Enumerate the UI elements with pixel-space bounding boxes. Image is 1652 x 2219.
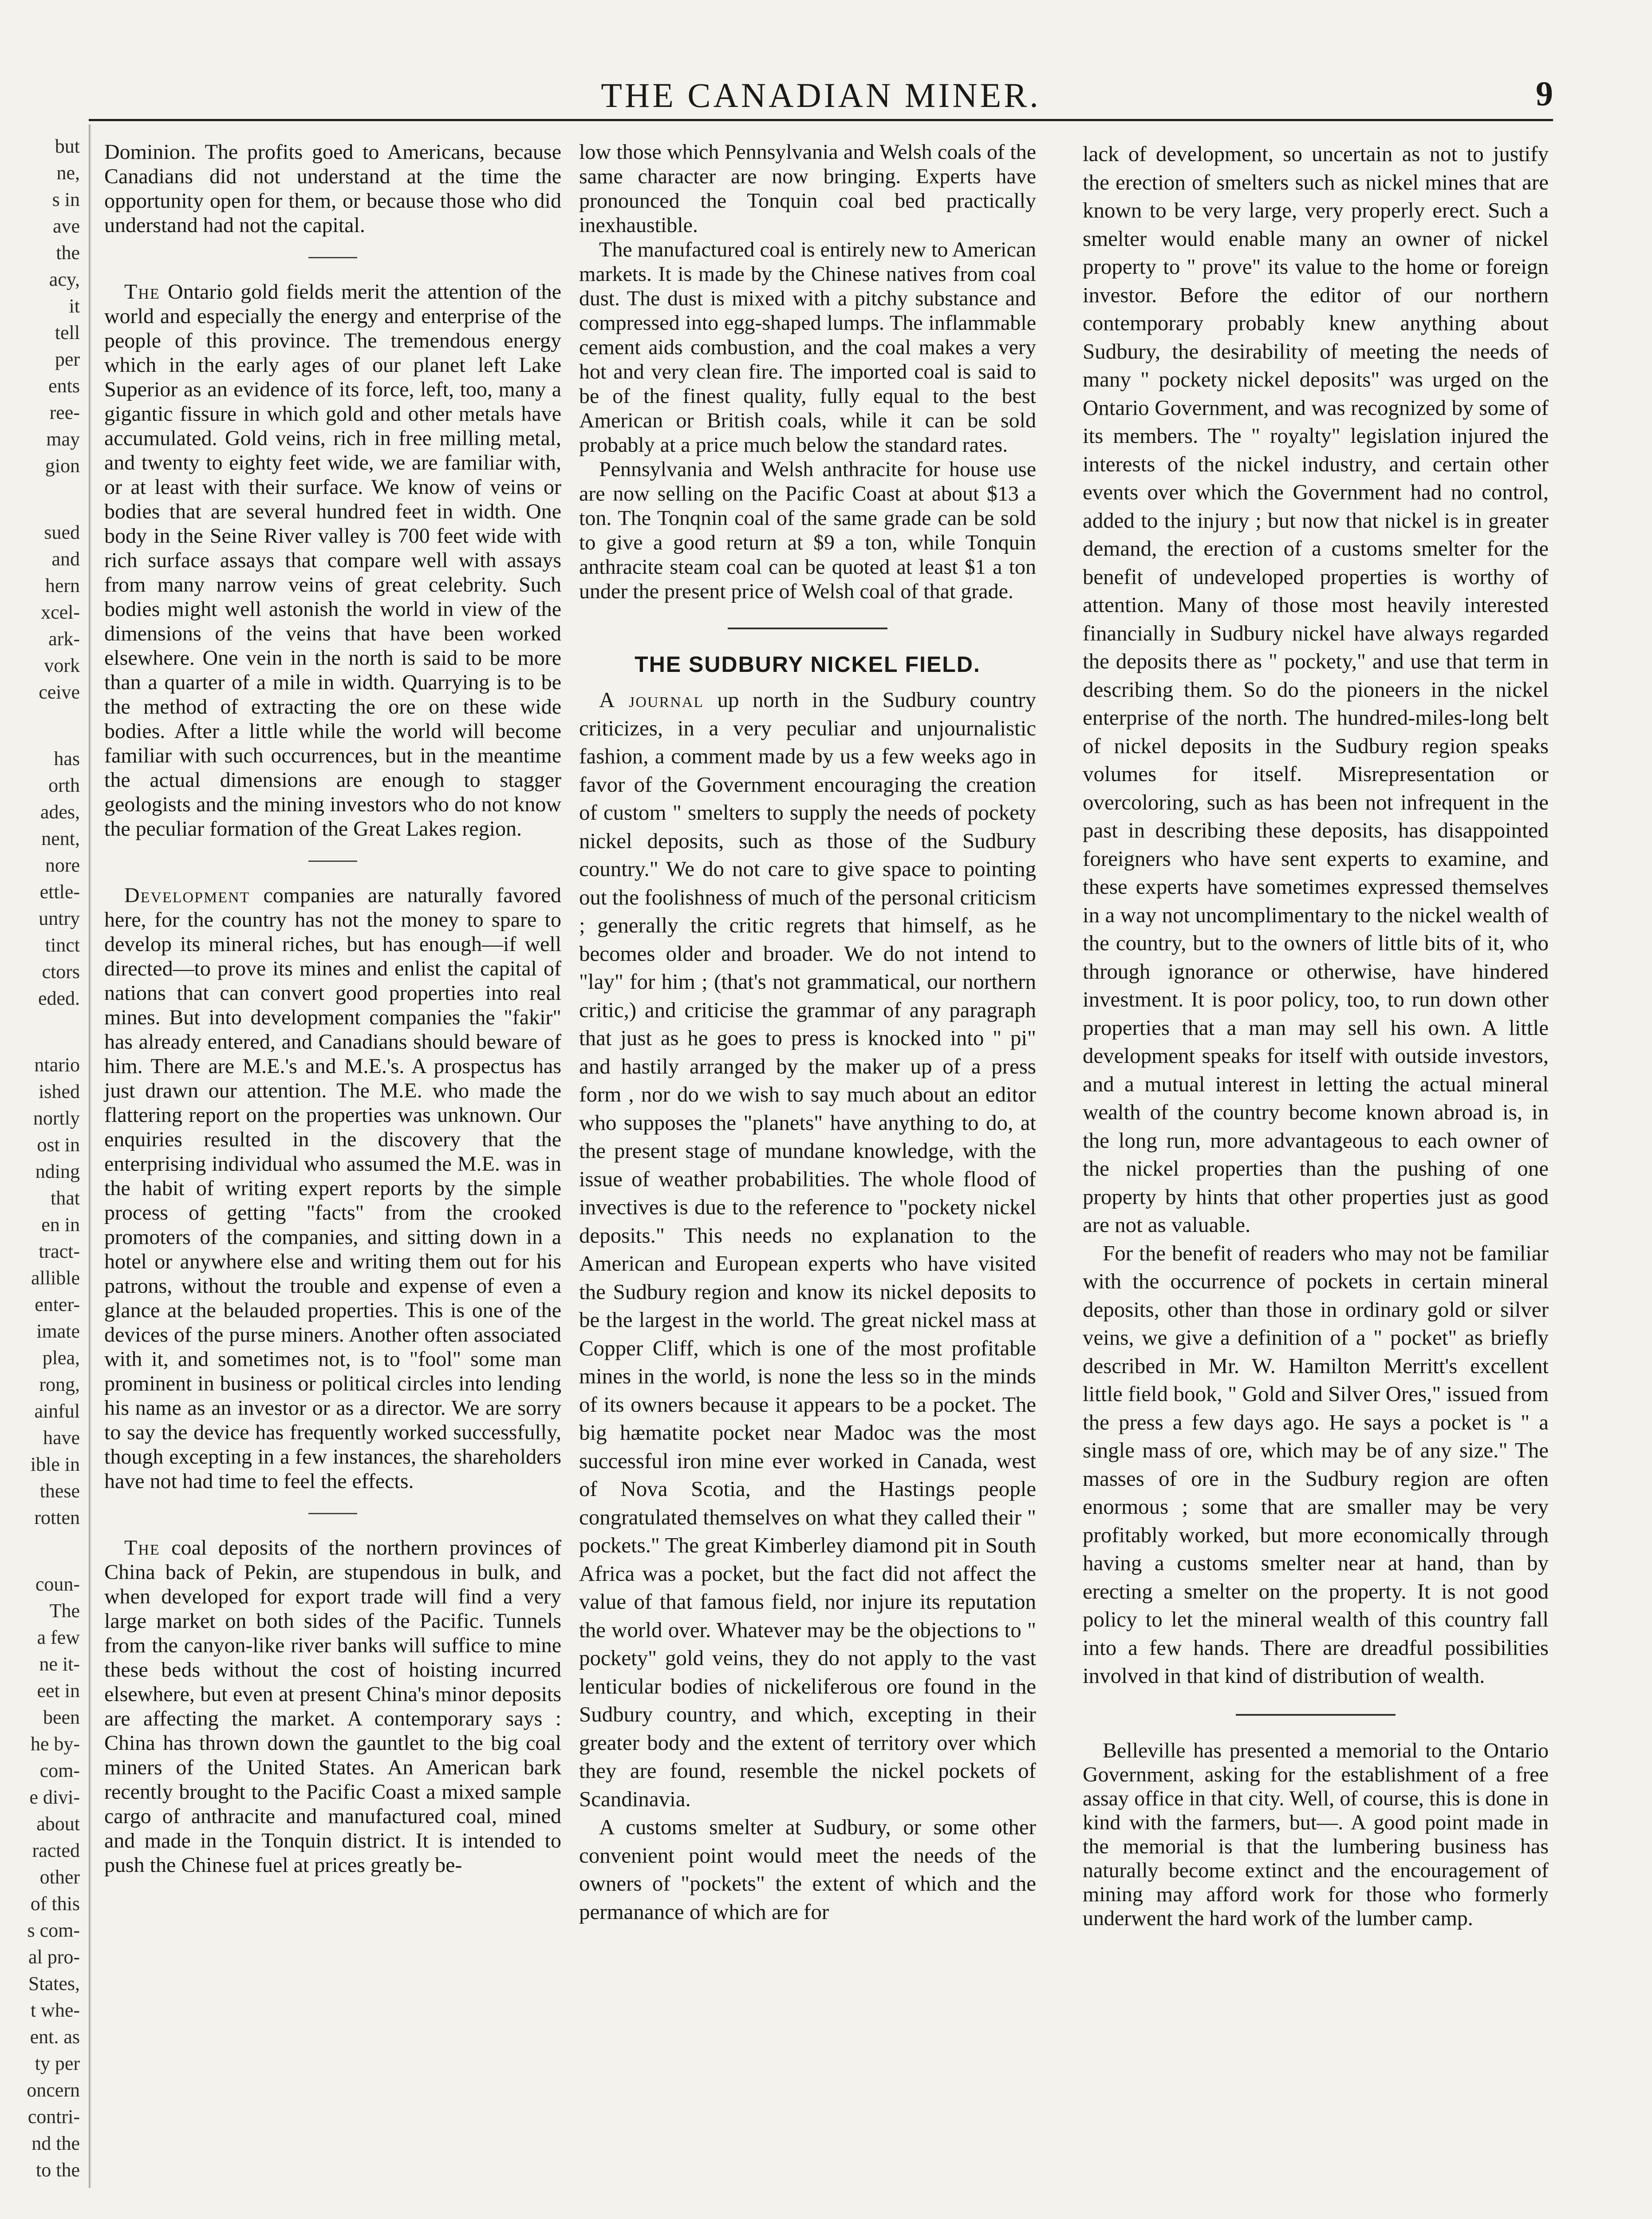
edge-fragment: nortly <box>33 1107 80 1129</box>
page-number: 9 <box>1536 74 1553 113</box>
edge-fragment: vork <box>44 655 80 676</box>
paragraph-pocket-definition: For the benefit of readers who may not be familiar with the occurrence of pockets in certain mineral deposits, other than those in ordinary gold or silver veins, we give a definition of a " pocket" as briefly described in Mr. W. Hamilton Merritt's excellent little field book, " Gold and Silver Ores," issued from the press a few days ago. He says a pocket is " a single mass of ore, which may be of any size." The masses of ore in the Sudbury region are often enormous ; some that are smaller may be very profitably worked, but more economically through having a customs smelter near at hand, than by erecting a smelter on the property. It is not good policy to let the mineral wealth of this country fall into a few hands. There are dreadful possibilities involved in that kind of distribution of wealth. <box>1083 1240 1549 1688</box>
page-header <box>89 58 1553 120</box>
edge-fragment: ible in <box>30 1453 80 1475</box>
lead-word: A journal <box>599 687 704 712</box>
edge-fragment: untry <box>39 908 80 929</box>
edge-gap <box>0 706 84 746</box>
edge-fragment: enter- <box>35 1294 80 1315</box>
edge-fragment: hern <box>45 575 80 596</box>
header-rule <box>89 119 1553 121</box>
edge-fragment: coun- <box>35 1573 80 1595</box>
edge-fragment: he by- <box>30 1733 80 1755</box>
separator <box>104 841 561 883</box>
paragraph-customs-smelter: A customs smelter at Sudbury, or some other convenient point would meet the needs of the owners of "pockets" the extent of which and the permanance of which are for <box>579 1815 1036 1924</box>
edge-fragment: e divi- <box>29 1786 80 1808</box>
article-headline: THE SUDBURY NICKEL FIELD. <box>635 652 981 677</box>
paragraph-development: Development companies are naturally favored here, for the country has not the money to spare to develop its mineral riches, but has enough—if well directed—to prove its mines and enlist the capital of nations that can convert good properties into real mines. But into development companies the "fakir" has already entered, and Canadians should beware of him. There are M.E.'s and M.E.'s. A prospectus has just drawn our attention. The M.E. who made the flattering report on the properties was unknown. Our enquiries resulted in the discovery that the enterprising individual who assumed the M.E. was in the habit of writing expert reports by the simple process of getting "facts" from the crooked promoters of the companies, and sitting down in a hotel or anywhere else and writing them out for his patrons, without the trouble and expense of even a glance at the belauded properties. This is one of the devices of the purse miners. Another often associated with it, and sometimes not, is to "fool" some man prominent in business or political circles into lending his name as an investor or as a director. We are sorry to say the device has frequently worked successfully, though excepting in a few instances, the shareholders have not had time to feel the effects. <box>104 884 561 1493</box>
edge-fragment: ents <box>48 375 80 397</box>
edge-gap <box>0 479 84 519</box>
edge-gap <box>0 1012 84 1052</box>
edge-fragment: ctors <box>42 961 80 983</box>
edge-fragment: com- <box>39 1760 80 1781</box>
edge-fragment: oncern <box>27 2079 80 2101</box>
lead-word: The <box>124 280 160 304</box>
edge-fragment: about <box>36 1813 80 1835</box>
edge-fragment: nent, <box>41 828 80 849</box>
edge-gap <box>0 1531 84 1571</box>
edge-fragment: ne, <box>56 162 80 184</box>
edge-fragment: ntario <box>34 1054 80 1076</box>
edge-fragment: the <box>56 242 80 264</box>
edge-fragment: it <box>69 295 80 317</box>
edge-fragment: States, <box>28 1973 80 1994</box>
edge-fragment: a few <box>37 1627 80 1648</box>
lead-word: The <box>124 1536 160 1560</box>
column-3 <box>1083 140 1549 2199</box>
edge-fragment: eded. <box>38 987 80 1009</box>
edge-fragment: en in <box>41 1214 80 1236</box>
edge-fragment: sued <box>44 521 80 543</box>
edge-fragment: ceive <box>39 681 80 703</box>
edge-fragment: ave <box>52 215 80 237</box>
edge-fragment: but <box>55 135 80 157</box>
edge-fragment: to the <box>36 2159 80 2181</box>
edge-fragment: contri- <box>28 2106 80 2128</box>
paragraph-coal-continued: low those which Pennsylvania and Welsh coals of the same character are now bringing. Experts have pronounced the Tonquin coal bed practically inexhaustible. <box>579 140 1036 237</box>
edge-fragment: of this <box>30 1893 80 1915</box>
edge-fragment: other <box>39 1866 80 1888</box>
edge-fragment: nd the <box>32 2132 80 2154</box>
edge-fragment: nding <box>35 1161 80 1182</box>
edge-fragment: plea, <box>42 1347 80 1369</box>
edge-fragment: racted <box>32 1840 80 1861</box>
edge-fragment: ree- <box>49 402 80 423</box>
edge-fragment: ettle- <box>39 881 80 903</box>
paragraph-dominion: Dominion. The profits goed to Americans, because Canadians did not understand at the time the opportunity open for them, or because those who did understand had not the capital. <box>104 140 561 237</box>
paragraph-belleville: Belleville has presented a memorial to the Ontario Government, asking for the establishment of a free assay office in that city. Well, of course, this is done in kind with the farmers, but—. A good point made in the memorial is that the lumbering business has naturally become extinct and the encouragement of mining may afford work for those who formerly underwent the hard work of the lumber camp. <box>1083 1738 1549 1930</box>
section-rule <box>579 604 1036 652</box>
edge-fragment: may <box>46 428 80 450</box>
edge-fragment: allible <box>31 1267 80 1289</box>
section-rule <box>1083 1690 1549 1739</box>
edge-fragment: al pro- <box>28 1946 80 1968</box>
edge-fragment: ades, <box>40 801 80 823</box>
edge-fragment: acy, <box>49 268 80 290</box>
column-1 <box>104 140 561 2199</box>
edge-fragment: and <box>51 548 80 570</box>
lead-word: Development <box>124 884 250 907</box>
previous-page-edge <box>0 133 84 2181</box>
edge-fragment: ainful <box>34 1400 80 1422</box>
edge-fragment: nore <box>45 854 80 876</box>
edge-fragment: rong, <box>39 1374 80 1395</box>
edge-fragment: t whe- <box>30 1999 80 2021</box>
edge-fragment: s com- <box>27 1919 80 1941</box>
edge-fragment: imate <box>36 1320 80 1342</box>
separator <box>104 237 561 280</box>
edge-fragment: that <box>51 1187 80 1209</box>
edge-fragment: has <box>54 748 80 770</box>
masthead: THE CANADIAN MINER. <box>601 76 1041 115</box>
edge-fragment: have <box>43 1427 80 1449</box>
edge-fragment: s in <box>52 189 80 210</box>
edge-fragment: orth <box>48 774 80 796</box>
edge-fragment: these <box>39 1480 80 1502</box>
paragraph-lack-of-development: lack of development, so uncertain as not to justify the erection of smelters such as nickel mines that are known to be very large, very properly erect. Such a smelter would enable many an owner of nickel property to " prove" its value to the home or foreign investor. Before the editor of our northern contemporary probably knew anything about Sudbury, the desirability of meeting the needs of many " pockety nickel deposits" was urged on the Ontario Government, and was recognized by some of its members. The " royalty" legislation injured the interests of the nickel industry, and certain other events over which the Government had no control, added to the injury ; but now that nickel is in greater demand, the erection of a customs smelter for the benefit of undeveloped properties is worthy of attention. Many of those most heavily interested financially in Sudbury nickel have always regarded the deposits there as " pockety," and use that term in describing them. So do the pioneers in the nickel enterprise of the north. The hundred-miles-long belt of nickel deposits in the Sudbury region speaks volumes for itself. Misrepresentation or overcoloring, such as has been not infrequent in the past in describing these deposits, has disappointed foreigners who have sent experts to examine, and these experts have sometimes expressed themselves in a way not uncomplimentary to the nickel wealth of the country, but to the owners of little bits of it, who through ignorance or otherwise, have hindered investment. It is poor policy, too, to run down other properties that a man may sell his own. A little development speaks for itself with outside investors, and a mutual interest in letting the actual mineral wealth of the country become known abroad is, in the long run, more advantageous to each owner of the nickel properties than the pushing of one property by hints that other properties just as good are not as valuable. <box>1083 142 1549 1237</box>
edge-fragment: eet in <box>37 1680 80 1702</box>
paragraph-sudbury-journal: A journal up north in the Sudbury country criticizes, in a very peculiar and unjournalistic fashion, a comment made by us a few weeks ago in favor of the Government encouraging the creation of custom " smelters to supply the needs of pockety nickel deposits, such as those of the Sudbury country." We do not care to give space to pointing out the foolishness of much of the personal criticism ; generally the critic regrets that himself, as he becomes older and broader. We do not intend to "lay" for him ; (that's not grammatical, our northern critic,) and criticise the grammar of any paragraph that just as he goes to press is knocked into " pi" and hastily arranged by the maker up of a press form , nor do we wish to say much about an editor who supposes the "planets" have anything to do, at the present stage of mundane knowledge, with the issue of weather probabilities. The whole flood of invectives is due to the reference to "pockety nickel deposits." This needs no explanation to the American and European experts who have visited the Sudbury region and know its nickel deposits to be the largest in the world. The great nickel mass at Copper Cliff, which is one of the most profitable mines in the world, is none the less so in the minds of its owners because it appears to be a pocket. The big hæmatite pocket near Madoc was the most successful iron mine ever worked in Canada, west of Nova Scotia, and the Hastings people congratulated themselves on what they called their " pockets." The great Kimberley diamond pit in South Africa was a pocket, but the fact did not affect the value of that famous field, nor injure its reputation the world over. Whatever may be the objections to " pockety" gold veins, they do not apply to the vast lenticular bodies of nickeliferous ore found in the Sudbury country, and which, excepting in their greater body and the extent of territory over which they are found, resemble the nickel pockets of Scandinavia. <box>579 687 1037 1811</box>
edge-fragment: tinct <box>45 934 80 956</box>
edge-fragment: per <box>55 348 80 370</box>
edge-fragment: ty per <box>35 2053 80 2074</box>
edge-fragment: been <box>43 1706 80 1728</box>
paragraph-anthracite-prices: Pennsylvania and Welsh anthracite for house use are now selling on the Pacific Coast at about $13 a ton. The Tonqnin coal of the same grade can be sold to give a good return at $9 a ton, while Tonquin anthracite steam coal can be quoted at least $1 a ton under the present price of Welsh coal of that grade. <box>579 458 1036 603</box>
paragraph-ontario-gold: The Ontario gold fields merit the attention of the world and especially the energy and enterprise of the people of this province. The tremendous energy which in the early ages of our planet left Lake Superior as an evidence of its force, left, too, many a gigantic fissure in which gold and other metals have accumulated. Gold veins, rich in free milling metal, and twenty to eighty feet wide, we are familiar with, or at least with their surface. We know of veins or bodies that are several hundred feet in width. One body in the Seine River valley is 700 feet wide with rich surface assays that compare well with assays from many narrow veins of great celebrity. Such bodies might well astonish the world in view of the dimensions of the veins that have been worked elsewhere. One vein in the north is said to be more than a quarter of a mile in width. Quarrying is to be the method of extracting the ore on these wide bodies. After a little while the world will become familiar with such occurrences, but in the meantime the actual dimensions are enough to stagger geologists and the mining investors who do not know the peculiar formation of the Great Lakes region. <box>104 280 561 841</box>
paragraph-manufactured-coal: The manufactured coal is entirely new to American markets. It is made by the Chinese natives from coal dust. The dust is mixed with a pitchy substance and compressed into egg-shaped lumps. The inflammable cement aids combustion, and the coal makes a very hot and very clean fire. The imported coal is said to be of the finest quality, fully equal to the best American or British coals, while it can be sold probably at a price much below the standard rates. <box>579 238 1036 457</box>
edge-fragment: ost in <box>37 1134 80 1156</box>
edge-fragment: ark- <box>48 628 80 650</box>
edge-fragment: ne it- <box>39 1653 80 1675</box>
binding-shadow <box>89 124 91 2188</box>
edge-fragment: The <box>49 1600 80 1622</box>
edge-fragment: rotten <box>34 1507 80 1528</box>
edge-fragment: xcel- <box>41 601 80 623</box>
separator <box>104 1493 561 1536</box>
edge-fragment: ent. as <box>30 2026 80 2048</box>
column-2 <box>579 140 1036 2199</box>
edge-fragment: tell <box>55 322 80 344</box>
edge-fragment: gion <box>45 455 80 477</box>
edge-fragment: tract- <box>39 1240 80 1262</box>
paragraph-china-coal: The coal deposits of the northern provinces of China back of Pekin, are stupendous in bulk, and when developed for export trade will find a very large market on both sides of the Pacific. Tunnels from the canyon-like river banks will suffice to mine these beds without the cost of hoisting incurred elsewhere, but even at present China's minor deposits are affecting the market. A contemporary says : China has thrown down the gauntlet to the big coal miners of the United States. An American bark recently brought to the Pacific Coast a mixed sample cargo of anthracite and manufactured coal, mined and made in the Tonquin district. It is intended to push the Chinese fuel at prices greatly be- <box>104 1536 561 1877</box>
edge-fragment: ished <box>39 1081 80 1102</box>
